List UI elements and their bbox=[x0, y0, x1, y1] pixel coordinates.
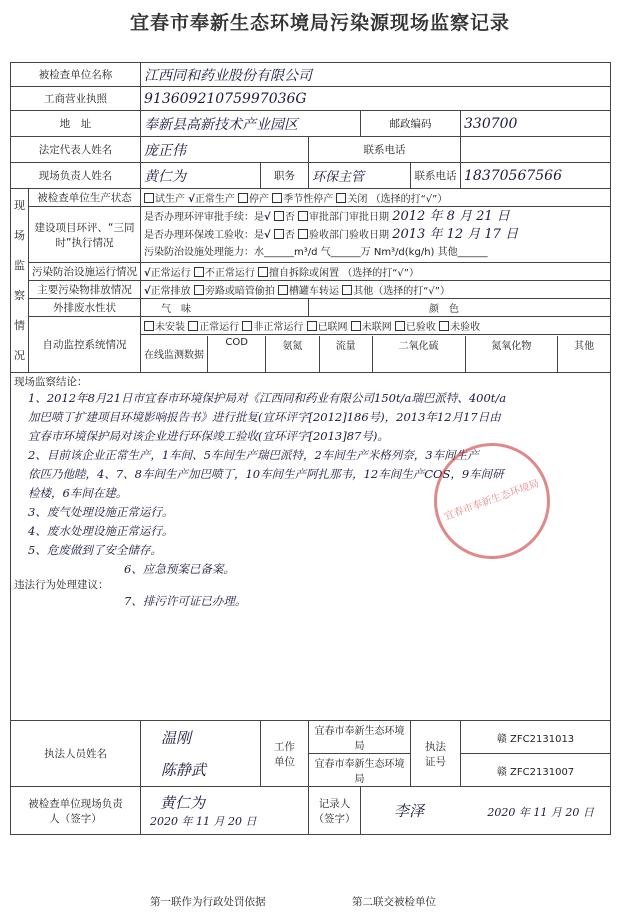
checkbox[interactable] bbox=[307, 321, 317, 331]
check-mark: √ bbox=[144, 286, 151, 297]
responsible-date: 2020 年 11 月 20 日 bbox=[150, 815, 257, 828]
side-label bbox=[11, 189, 29, 373]
checkbox[interactable] bbox=[342, 285, 352, 295]
conclusion-line: 6、应急预案已备案。 bbox=[124, 562, 235, 576]
facility-options bbox=[141, 263, 611, 281]
duty-value[interactable]: 环保主管 bbox=[309, 163, 411, 189]
recorder-date: 2020 年 11 月 20 日 bbox=[487, 806, 594, 819]
side-char: 况 bbox=[14, 348, 25, 362]
conclusion-box bbox=[11, 373, 611, 721]
facility-label: 污染防治设施运行情况 bbox=[29, 263, 141, 281]
inspection-form bbox=[10, 62, 610, 835]
status-label: 被检查单位生产状态 bbox=[29, 189, 141, 207]
officer-name-1: 温刚 bbox=[161, 728, 192, 747]
option-label: 擅自拆除或闲置 bbox=[269, 268, 340, 279]
conclusion-line: 宜春市环境保护局对该企业进行环保竣工验收(宜环评字[2013]87号)。 bbox=[28, 429, 389, 443]
site-manager-value[interactable]: 黄仁为 bbox=[141, 163, 261, 189]
checkbox[interactable] bbox=[336, 193, 346, 203]
checkbox[interactable] bbox=[351, 321, 361, 331]
recorder-signature: 李泽 bbox=[394, 802, 425, 820]
side-char: 现 bbox=[14, 198, 25, 212]
phone-value[interactable] bbox=[461, 137, 611, 163]
responsible-label: 被检查单位现场负责人（签字） bbox=[11, 787, 141, 835]
legal-rep-value[interactable]: 庞正伟 bbox=[141, 137, 309, 163]
checkbox[interactable] bbox=[258, 267, 268, 277]
checkbox[interactable] bbox=[188, 321, 198, 331]
unit-value[interactable]: 江西同和药业股份有限公司 bbox=[141, 63, 611, 87]
responsible-signature: 黄仁为 bbox=[160, 794, 206, 812]
postcode-label: 邮政编码 bbox=[361, 111, 461, 137]
site-manager-label: 现场负责人姓名 bbox=[11, 163, 141, 189]
work-unit-2: 宜春市奉新生态环境局 bbox=[309, 754, 411, 787]
option-label: 正常生产 bbox=[194, 194, 235, 205]
conclusion-line: 检楼，6车间在建。 bbox=[28, 486, 128, 500]
officer-name-2: 陈静武 bbox=[161, 760, 207, 779]
contact-label: 联系电话 bbox=[411, 163, 461, 189]
side-char: 监 bbox=[14, 258, 25, 272]
side-char: 情 bbox=[14, 318, 25, 332]
accept-date-label: 验收部门验收日期 bbox=[309, 230, 390, 241]
checkbox[interactable] bbox=[439, 321, 449, 331]
option-label: 未联网 bbox=[361, 322, 392, 333]
option-label: 未验收 bbox=[450, 322, 481, 333]
option-label: 停产 bbox=[249, 194, 270, 205]
monitor-col: 其他 bbox=[558, 336, 610, 372]
approve-date-value[interactable]: 2012 年 8 月 21 日 bbox=[392, 209, 510, 224]
three-details: 是否办理环评审批手续：是√ 否 审批部门审批日期 2012 年 8 月 21 日 是否办理环保竣工验收：是√ 否 验收部门验收日期 2013 年 12 月 17 日 污染防治设施处理能力：水______m³/d 气______万 Nm³/d(kg/h) 其他______ bbox=[141, 207, 611, 263]
conclusion-line: 1、2012年8月21日市宜春市环境保护局对《江西同和药业有限公司150t/a瑞巴派特、400t/a bbox=[28, 391, 507, 405]
option-label: 旁路或暗管偷拍 bbox=[204, 286, 275, 297]
gas-unit: 万 Nm³/d(kg/h) bbox=[360, 247, 435, 258]
q1-label: 是否办理环评审批手续：是 bbox=[144, 212, 264, 223]
official-stamp: 宜春市奉新生态环境局 bbox=[418, 427, 567, 576]
postcode-value[interactable]: 330700 bbox=[461, 111, 611, 137]
address-label: 地 址 bbox=[11, 111, 141, 137]
option-label: （选择的打“√”） bbox=[370, 194, 448, 205]
checkbox[interactable] bbox=[238, 193, 248, 203]
recorder-label: 记录人（签字） bbox=[309, 787, 361, 835]
other-label: 其他 bbox=[437, 247, 458, 258]
officer-names bbox=[141, 721, 261, 787]
check-mark: √ bbox=[144, 268, 151, 279]
option-label: 已验收 bbox=[405, 322, 436, 333]
checkbox[interactable] bbox=[194, 285, 204, 295]
monitor-data bbox=[141, 335, 611, 373]
monitor-col: 流量 bbox=[319, 336, 372, 372]
checkbox[interactable] bbox=[144, 193, 154, 203]
capacity-label: 污染防治设施处理能力：水 bbox=[144, 247, 264, 258]
checkbox[interactable] bbox=[278, 285, 288, 295]
option-label: 非正常运行 bbox=[253, 322, 304, 333]
check-mark: √ bbox=[264, 212, 271, 223]
conclusion-line: 加巴喷丁扩建项目环境影响报告书》进行批复(宜环评字[2012]186号)，2013年12月17日由 bbox=[28, 410, 501, 424]
discharge-label: 主要污染物排放情况 bbox=[29, 281, 141, 299]
option-label: 其他（选择的打“√”） bbox=[353, 286, 450, 297]
address-value[interactable]: 奉新县高新技术产业园区 bbox=[141, 111, 361, 137]
cert-1: 赣 ZFC2131013 bbox=[461, 721, 611, 754]
option-label: 已联网 bbox=[317, 322, 348, 333]
checkbox[interactable] bbox=[194, 267, 204, 277]
checkbox[interactable] bbox=[242, 321, 252, 331]
work-unit-1: 宜春市奉新生态环境局 bbox=[309, 721, 411, 754]
status-options bbox=[141, 189, 611, 207]
wastewater-label: 外排废水性状 bbox=[29, 299, 141, 317]
checkbox[interactable] bbox=[274, 211, 284, 221]
monitor-options bbox=[141, 317, 611, 335]
officers-label: 执法人员姓名 bbox=[11, 721, 141, 787]
unit-label: 被检查单位名称 bbox=[11, 63, 141, 87]
check-mark: √ bbox=[264, 230, 271, 241]
conclusion-line: 4、废水处理设施正常运行。 bbox=[28, 524, 174, 538]
conclusion-line: 7、排污许可证已办理。 bbox=[124, 594, 247, 608]
side-char: 场 bbox=[14, 228, 25, 242]
conclusion-line: 5、危废做到了安全储存。 bbox=[28, 543, 162, 557]
recorder-sign-cell bbox=[361, 787, 611, 835]
three-label: 建设项目环评、“三同时”执行情况 bbox=[29, 207, 141, 263]
cert-label: 执法证号 bbox=[411, 721, 461, 787]
no-label: 否 bbox=[284, 212, 295, 223]
phone-label: 联系电话 bbox=[309, 137, 461, 163]
option-label: 未安装 bbox=[155, 322, 185, 333]
checkbox[interactable] bbox=[144, 321, 154, 331]
monitor-col: COD bbox=[208, 336, 266, 372]
contact-value[interactable]: 18370567566 bbox=[461, 163, 611, 189]
side-char: 察 bbox=[14, 288, 25, 302]
monitor-label: 自动监控系统情况 bbox=[29, 317, 141, 373]
checkbox[interactable] bbox=[272, 193, 282, 203]
option-label: 试生产 bbox=[155, 194, 185, 205]
smell-label: 气 味 bbox=[141, 299, 309, 317]
option-label: 正常运行 bbox=[199, 322, 240, 333]
gas-label: 气 bbox=[320, 247, 331, 258]
license-label: 工商营业执照 bbox=[11, 87, 141, 111]
footer-left: 第一联作为行政处罚依据 bbox=[150, 896, 266, 908]
color-label: 颜 色 bbox=[309, 299, 611, 317]
license-value[interactable]: 91360921075997036G bbox=[141, 87, 611, 111]
page-title: 宜春市奉新生态环境局污染源现场监察记录 bbox=[129, 12, 510, 34]
responsible-sign-cell bbox=[141, 787, 309, 835]
option-label: 正常运行 bbox=[150, 268, 191, 279]
conclusion-line: 3、废气处理设施正常运行。 bbox=[28, 505, 174, 519]
work-unit-label: 工作单位 bbox=[261, 721, 309, 787]
legal-rep-label: 法定代表人姓名 bbox=[11, 137, 141, 163]
check-mark: √ bbox=[188, 194, 195, 205]
checkbox[interactable] bbox=[274, 229, 284, 239]
violation-label: 违法行为处理建议： bbox=[14, 579, 109, 591]
option-label: 正常排放 bbox=[150, 286, 191, 297]
accept-date-value[interactable]: 2013 年 12 月 17 日 bbox=[392, 227, 519, 242]
conclusion-line: 依匹乃他睦，4、7、8车间生产加巴喷丁，10车间生产阿扎那韦，12车间生产COS，9车间研 bbox=[28, 467, 504, 481]
option-label: 季节性停产 bbox=[283, 194, 334, 205]
checkbox[interactable] bbox=[298, 211, 308, 221]
duty-label: 职务 bbox=[261, 163, 309, 189]
option-label: 关闭 bbox=[347, 194, 368, 205]
footer-right: 第二联交被检单位 bbox=[352, 896, 436, 908]
approve-date-label: 审批部门审批日期 bbox=[309, 212, 390, 223]
option-label: 槽罐车转运 bbox=[289, 286, 340, 297]
conclusion-line: 2、目前该企业正常生产，1车间、5车间生产瑞巴派特，2车间生产米格列奈，3车间生产 bbox=[28, 448, 479, 462]
monitor-col: 氨氮 bbox=[266, 336, 319, 372]
discharge-options bbox=[141, 281, 611, 299]
option-label: （选择的打“√”） bbox=[342, 268, 419, 279]
q2-label: 是否办理环保竣工验收：是 bbox=[144, 230, 264, 241]
no-label: 否 bbox=[284, 230, 295, 241]
checkbox[interactable] bbox=[395, 321, 405, 331]
option-label: 不正常运行 bbox=[204, 268, 255, 279]
cert-2: 赣 ZFC2131007 bbox=[461, 754, 611, 787]
water-unit: m³/d bbox=[294, 247, 318, 258]
monitor-row-label: 在线监测数据 bbox=[141, 336, 208, 372]
conclusion-head: 现场监察结论： bbox=[14, 376, 88, 388]
monitor-col: 氮氧化物 bbox=[465, 336, 558, 372]
checkbox[interactable] bbox=[298, 229, 308, 239]
monitor-col: 二氧化硫 bbox=[372, 336, 465, 372]
